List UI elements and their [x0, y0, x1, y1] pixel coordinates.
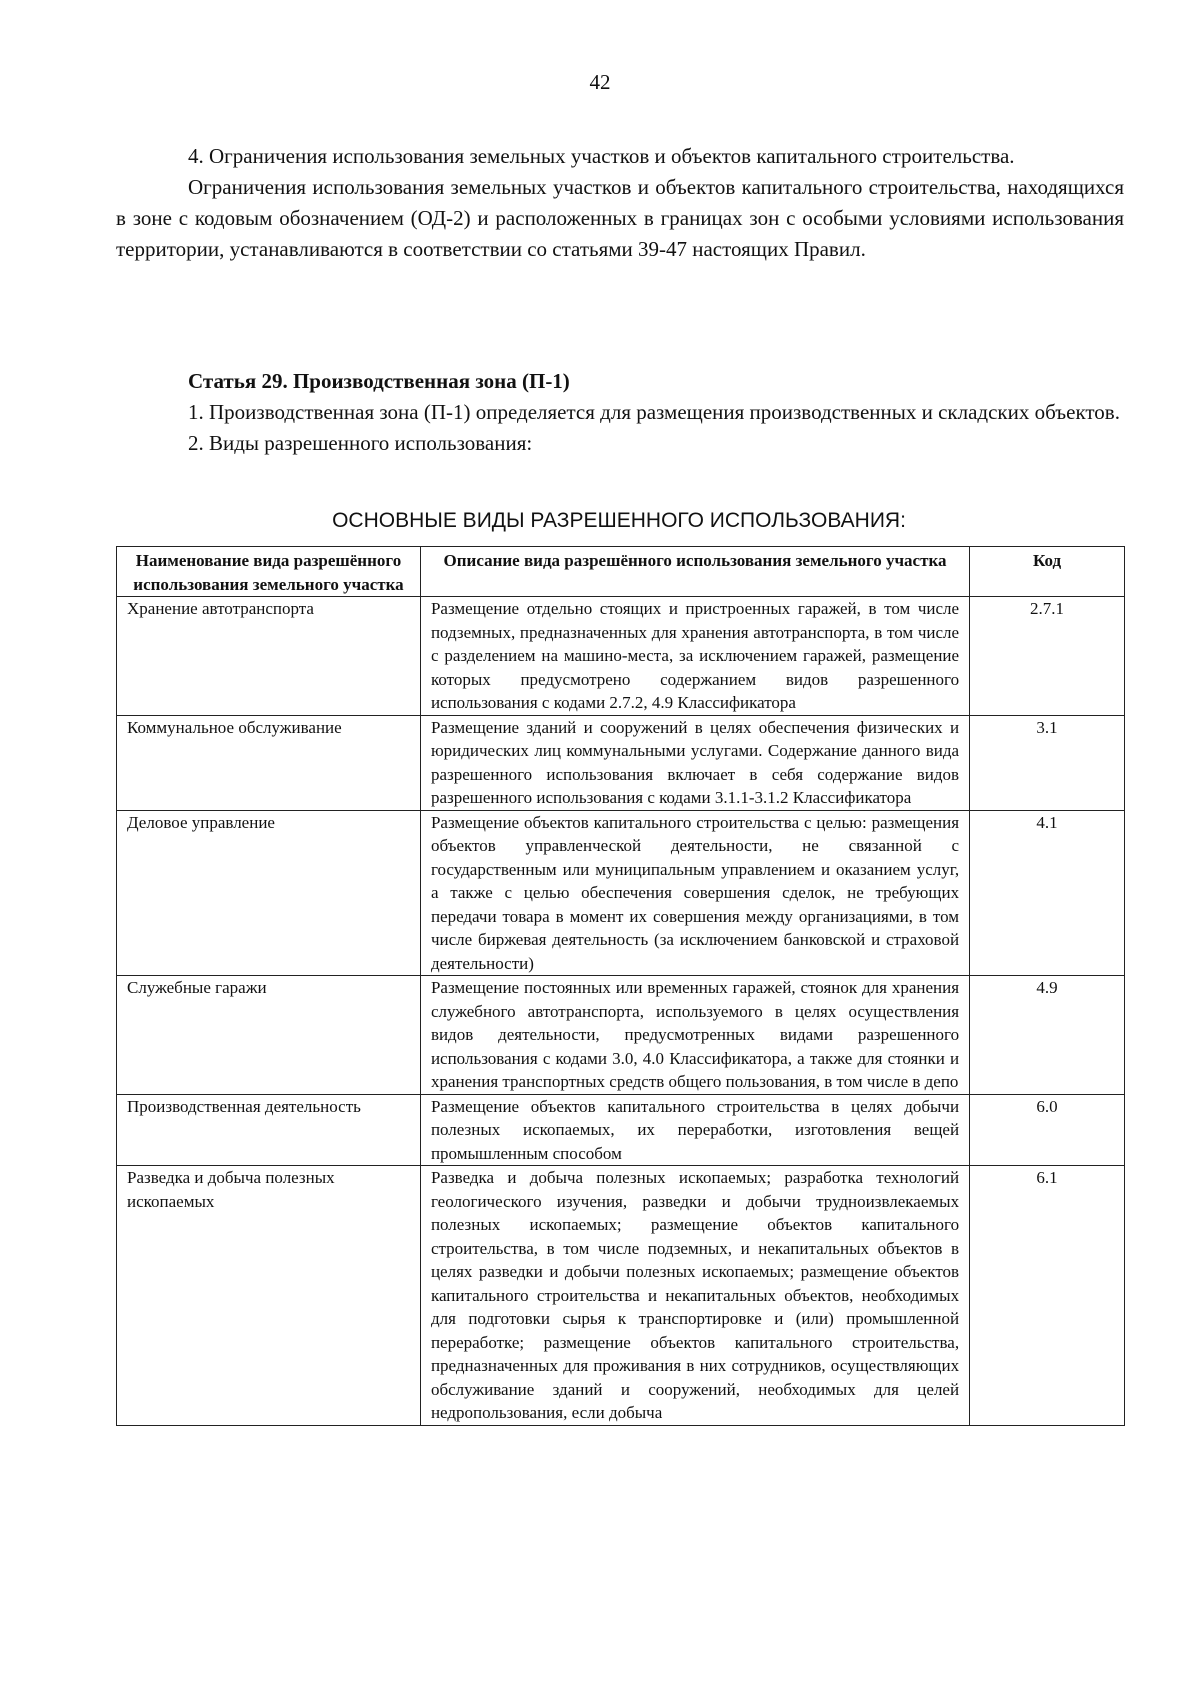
use-description: Размещение объектов капитального строительства в целях добычи полезных ископаемых, их переработки, изготовления вещей промышленным способом [420, 1094, 969, 1166]
use-name: Служебные гаражи [117, 976, 421, 1095]
article-29 [116, 366, 1124, 459]
use-description: Размещение зданий и сооружений в целях обеспечения физических и юридических лиц коммунальными услугами. Содержание данного вида разрешенного использования включает в себя содержание видов разрешенного использования с кодами 3.1.1-3.1.2 Классификатора [420, 715, 969, 810]
use-name: Разведка и добыча полезных ископаемых [117, 1166, 421, 1426]
permitted-uses-table [116, 546, 1125, 1426]
table-row [117, 1166, 1125, 1426]
table-title: ОСНОВНЫЕ ВИДЫ РАЗРЕШЕННОГО ИСПОЛЬЗОВАНИЯ: [332, 509, 906, 532]
use-name: Хранение автотранспорта [117, 597, 421, 716]
section-4 [116, 141, 1124, 265]
table-row [117, 715, 1125, 810]
section-4-text: Ограничения использования земельных участков и объектов капитального строительства, находящихся в зоне с кодовым обозначением (ОД-2) и расположенных в границах зон с особыми условиями использования территории, устанавливаются в соответствии со статьями 39-47 настоящих Правил. [116, 175, 1124, 261]
use-code: 3.1 [970, 715, 1125, 810]
article-29-heading: Статья 29. Производственная зона (П-1) [188, 369, 570, 393]
header-name: Наименование вида разрешённого использования земельного участка [117, 547, 421, 597]
use-code: 2.7.1 [970, 597, 1125, 716]
use-code: 6.1 [970, 1166, 1125, 1426]
use-code: 4.1 [970, 810, 1125, 976]
header-code: Код [970, 547, 1125, 597]
table-row [117, 810, 1125, 976]
use-code: 4.9 [970, 976, 1125, 1095]
use-code: 6.0 [970, 1094, 1125, 1166]
article-29-paragraph-1: 1. Производственная зона (П-1) определяется для размещения производственных и складских объектов. [188, 400, 1120, 424]
table-row [117, 976, 1125, 1095]
use-description: Размещение объектов капитального строительства с целью: размещения объектов управленческой деятельности, не связанной с государственным или муниципальным управлением и оказанием услуг, а также с целью обеспечения совершения сделок, не требующих передачи товара в момент их совершения между организациями, в том числе биржевая деятельность (за исключением банковской и страховой деятельности) [420, 810, 969, 976]
table-row [117, 1094, 1125, 1166]
use-description: Разведка и добыча полезных ископаемых; разработка технологий геологического изучения, разведки и добычи трудноизвлекаемых полезных ископаемых; размещение объектов капитального строительства, в том числе подземных, и некапитальных объектов в целях разведки и добычи полезных ископаемых; размещение объектов капитального строительства и некапитальных объектов, необходимых для подготовки сырья к транспортировке и (или) промышленной переработке; размещение объектов капитального строительства, предназначенных для проживания в них сотрудников, осуществляющих обслуживание зданий и сооружений, необходимых для целей недропользования, если добыча [420, 1166, 969, 1426]
use-name: Деловое управление [117, 810, 421, 976]
header-description: Описание вида разрешённого использования земельного участка [420, 547, 969, 597]
use-name: Производственная деятельность [117, 1094, 421, 1166]
section-4-title: 4. Ограничения использования земельных участков и объектов капитального строительства. [188, 144, 1015, 168]
use-description: Размещение постоянных или временных гаражей, стоянок для хранения служебного автотранспорта, используемого в целях осуществления видов деятельности, предусмотренных видами разрешенного использования с кодами 3.0, 4.0 Классификатора, а также для стоянки и хранения транспортных средств общего пользования, в том числе в депо [420, 976, 969, 1095]
table-row [117, 597, 1125, 716]
page-number: 42 [589, 70, 611, 94]
use-description: Размещение отдельно стоящих и пристроенных гаражей, в том числе подземных, предназначенных для хранения автотранспорта, в том числе с разделением на машино-места, за исключением гаражей, размещение которых предусмотрено содержанием видов разрешенного использования с кодами 2.7.2, 4.9 Классификатора [420, 597, 969, 716]
article-29-paragraph-2: 2. Виды разрешенного использования: [188, 431, 533, 455]
table-header-row [117, 547, 1125, 597]
use-name: Коммунальное обслуживание [117, 715, 421, 810]
